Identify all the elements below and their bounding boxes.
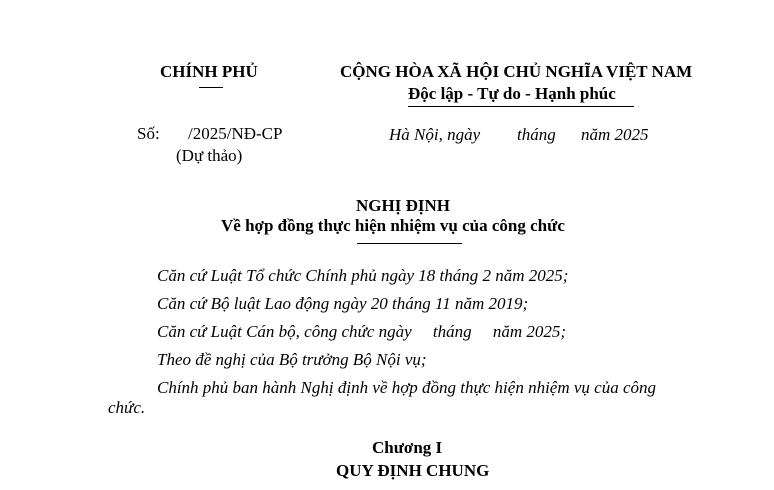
preamble-line-1: Căn cứ Luật Tổ chức Chính phủ ngày 18 tháng 2 năm 2025; — [157, 266, 569, 285]
preamble-line-5: Chính phủ ban hành Nghị định về hợp đồng thực hiện nhiệm vụ của công — [157, 378, 657, 397]
draft-note: (Dự thảo) — [176, 146, 243, 165]
motto-underline — [408, 106, 634, 107]
issuer-underline — [199, 87, 223, 88]
document-type-title: NGHỊ ĐỊNH — [356, 196, 450, 215]
document-subject: Về hợp đồng thực hiện nhiệm vụ của công chức — [221, 216, 565, 235]
date-year: năm 2025 — [581, 125, 649, 144]
preamble-line-5-continued: chức. — [108, 398, 146, 417]
nation-motto: Độc lập - Tự do - Hạnh phúc — [408, 84, 616, 103]
nation-title: CỘNG HÒA XÃ HỘI CHỦ NGHĨA VIỆT NAM — [340, 62, 693, 81]
preamble-line-4: Theo đề nghị của Bộ trưởng Bộ Nội vụ; — [157, 350, 427, 369]
preamble-line-3: Căn cứ Luật Cán bộ, công chức ngày tháng năm 2025; — [157, 322, 567, 341]
chapter-name: QUY ĐỊNH CHUNG — [336, 461, 490, 480]
document-number-label: Số: — [137, 124, 160, 143]
title-underline — [357, 243, 462, 244]
preamble-line-2: Căn cứ Bộ luật Lao động ngày 20 tháng 11 năm 2019; — [157, 294, 529, 313]
place-date: Hà Nội, ngày — [389, 125, 481, 144]
document-number: /2025/NĐ-CP — [188, 124, 283, 143]
date-month: tháng — [517, 125, 556, 144]
chapter-label: Chương I — [372, 438, 443, 457]
issuer-name: CHÍNH PHỦ — [160, 62, 258, 81]
